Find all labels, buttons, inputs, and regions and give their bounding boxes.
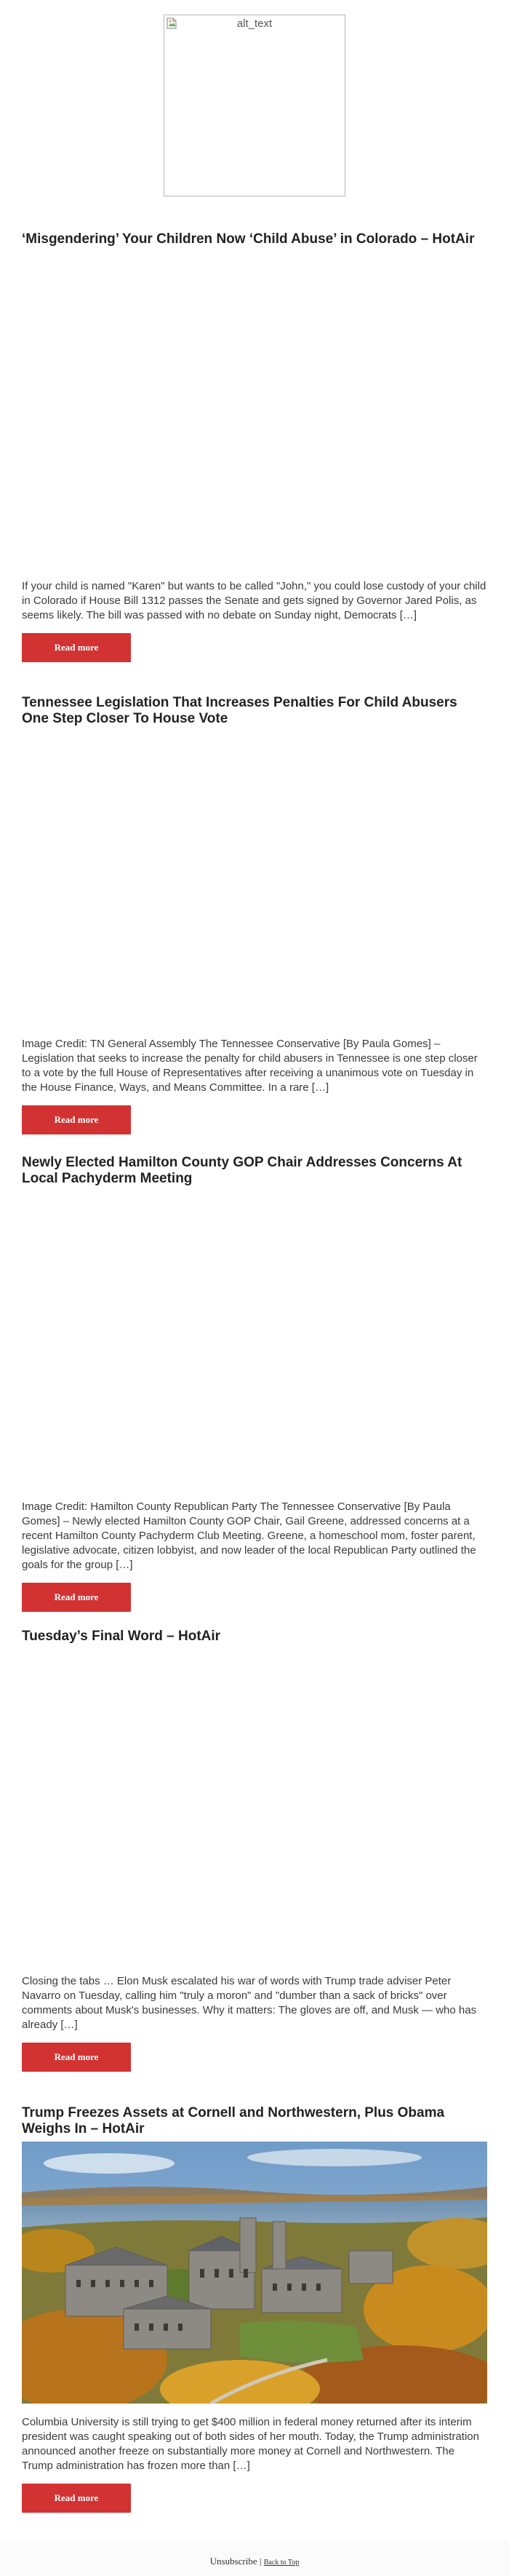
article-card <box>22 2105 487 2513</box>
article-excerpt: If your child is named "Karen" but wants to be called "John," you could lose custody of your child in Colorado if House Bill 1312 passes the Senate and gets signed by Governor Jared Polis, as seems likely. The bill was passed with no debate on Sunday night, Democrats […] <box>22 580 486 621</box>
logo-alt-text: alt_text <box>236 17 273 30</box>
logo-image-placeholder <box>164 15 345 196</box>
article-excerpt: Image Credit: Hamilton County Republican Party The Tennessee Conservative [By Paula Gomes] – Newly elected Hamilton County GOP Chair, Gail Greene, addressed concerns at a recent Hamilton County Pachyderm Club Meeting. Greene, a homeschool mom, foster parent, legislative advocate, citizen lobbyist, and now leader of the local Republican Party outlined the goals for the group […] <box>22 1500 476 1571</box>
footer <box>0 2556 509 2567</box>
read-more-button[interactable]: Read more <box>22 1105 131 1134</box>
article-card <box>22 231 487 662</box>
article-excerpt: Closing the tabs … Elon Musk escalated his war of words with Trump trade adviser Peter Navarro on Tuesday, calling him "truly a moron" and "dumber than a sack of bricks" over comments about Musk's businesses. Why it matters: The gloves are off, and Musk — who has already […] <box>22 1975 477 2031</box>
read-more-button[interactable]: Read more <box>22 2043 131 2072</box>
article-image-area <box>22 1645 487 1974</box>
article-title[interactable]: Newly Elected Hamilton County GOP Chair Addresses Concerns At Local Pachyderm Meeting <box>22 1155 462 1186</box>
read-more-button[interactable]: Read more <box>22 633 131 662</box>
article-card <box>22 1155 487 1612</box>
article-excerpt: Columbia University is still trying to get $400 million in federal money returned after its interim president was caught speaking out of both sides of her mouth. Today, the Trump administration announced another freeze on substantially more money at Cornell and Northwestern. The Trump administration has frozen more than […] <box>22 2416 479 2472</box>
read-more-button[interactable]: Read more <box>22 2484 131 2513</box>
article-title[interactable]: Tuesday’s Final Word – HotAir <box>22 1629 221 1644</box>
article-excerpt: Image Credit: TN General Assembly The Tennessee Conservative [By Paula Gomes] – Legislation that seeks to increase the penalty for child abusers in Tennessee is one step closer to a vote by the full House of Representatives after receiving a unanimous vote on Tuesday in the House Finance, Ways, and Means Committee. In a rare […] <box>22 1038 478 1094</box>
read-more-button[interactable]: Read more <box>22 1583 131 1612</box>
article-title[interactable]: ‘Misgendering’ Your Children Now ‘Child Abuse’ in Colorado – HotAir <box>22 231 475 247</box>
article-card <box>22 1629 487 2072</box>
campus-photo[interactable] <box>22 2142 487 2404</box>
article-image-area <box>22 727 487 1037</box>
article-title[interactable]: Trump Freezes Assets at Cornell and Northwestern, Plus Obama Weighs In – HotAir <box>22 2105 445 2136</box>
back-to-top-link[interactable]: Back to Top <box>263 2559 300 2567</box>
article-card <box>22 695 487 1134</box>
article-image-area <box>22 247 487 579</box>
article-title[interactable]: Tennessee Legislation That Increases Penalties For Child Abusers One Step Closer To House Vote <box>22 695 457 726</box>
footer-separator: | <box>259 2556 262 2567</box>
article-image-area <box>22 1187 487 1500</box>
unsubscribe-link[interactable]: Unsubscribe <box>209 2556 257 2567</box>
